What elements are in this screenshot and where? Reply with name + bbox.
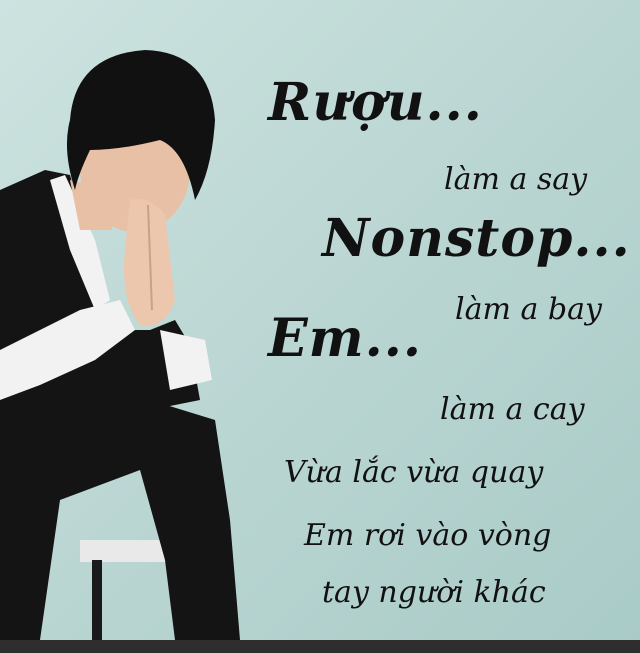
bottom-border bbox=[0, 640, 640, 653]
poem-line-5: Em... bbox=[268, 308, 422, 369]
poem-line-1: Rượu... bbox=[268, 72, 483, 133]
poem-line-2: làm a say bbox=[444, 162, 588, 197]
poem-line-3: Nonstop... bbox=[322, 208, 631, 269]
poem-line-6: làm a cay bbox=[440, 392, 585, 427]
poem-line-8: Em rơi vào vòng bbox=[304, 518, 552, 553]
poem-line-4: làm a bay bbox=[455, 292, 602, 327]
poem-line-7: Vừa lắc vừa quay bbox=[284, 455, 544, 490]
poem-line-9: tay người khác bbox=[322, 575, 546, 610]
